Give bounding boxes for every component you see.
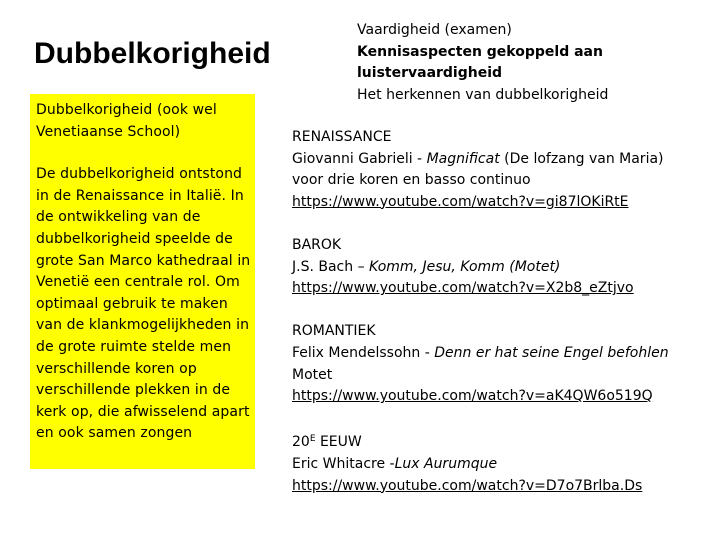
period-work-line xyxy=(292,257,712,279)
period-20e-eeuw xyxy=(292,429,712,497)
composer: Eric Whitacre - xyxy=(292,455,395,472)
period-romantiek xyxy=(292,321,712,407)
page-title: Dubbelkorigheid xyxy=(34,37,271,70)
heading-superscript: E xyxy=(309,434,316,445)
composer: Felix Mendelssohn - xyxy=(292,344,435,361)
skill-header xyxy=(357,20,707,106)
period-detail: voor drie koren en basso continuo xyxy=(292,172,531,189)
composer: Giovanni Gabrieli - xyxy=(292,150,427,167)
period-list xyxy=(292,127,712,519)
youtube-link[interactable]: https://www.youtube.com/watch?v=gi87lOKiRtE xyxy=(292,193,629,210)
composer: J.S. Bach – xyxy=(292,258,370,275)
explanation-body: De dubbelkorigheid ontstond in de Renaissance in Italië. In de ontwikkeling van de dubbelkorigheid speelde de grote San Marco kathedraal in Venetië een centrale rol. Om optimaal gebruik te maken van de klankmogelijkheden in de grote ruimte stelde men verschillende koren op verschillende plekken in de kerk op, die afwisselend apart en ook samen zongen xyxy=(36,166,251,442)
period-heading: BAROK xyxy=(292,236,342,253)
period-heading xyxy=(292,429,712,454)
work-title: Lux Aurumque xyxy=(394,455,498,472)
period-detail: Motet xyxy=(292,366,333,383)
youtube-link[interactable]: https://www.youtube.com/watch?v=aK4QW6o519Q xyxy=(292,388,653,405)
period-work-line xyxy=(292,454,712,476)
heading-number: 20 xyxy=(292,434,310,451)
explanation-intro: Dubbelkorigheid (ook wel Venetiaanse School) xyxy=(36,102,217,140)
youtube-link[interactable]: https://www.youtube.com/watch?v=D7o7Brlba.Ds xyxy=(292,477,643,494)
period-work-line xyxy=(292,149,712,171)
explanation-box xyxy=(30,94,255,469)
work-extra: (De lofzang van Maria) xyxy=(499,150,664,167)
skill-line-2: Kennisaspecten gekoppeld aan xyxy=(357,43,603,60)
work-title: Denn er hat seine Engel befohlen xyxy=(434,344,669,361)
work-title: Komm, Jesu, Komm (Motet) xyxy=(369,258,561,275)
youtube-link[interactable]: https://www.youtube.com/watch?v=X2b8_eZtjvo xyxy=(292,280,634,297)
period-work-line xyxy=(292,343,712,365)
period-renaissance xyxy=(292,127,712,213)
skill-line-1: Vaardigheid (examen) xyxy=(357,22,512,38)
skill-line-3: luistervaardigheid xyxy=(357,65,503,81)
work-title: Magnificat xyxy=(426,150,500,167)
period-heading: ROMANTIEK xyxy=(292,323,376,340)
heading-rest: EEUW xyxy=(315,434,362,451)
period-barok xyxy=(292,235,712,300)
period-heading: RENAISSANCE xyxy=(292,129,392,145)
skill-line-4: Het herkennen van dubbelkorigheid xyxy=(357,86,609,103)
